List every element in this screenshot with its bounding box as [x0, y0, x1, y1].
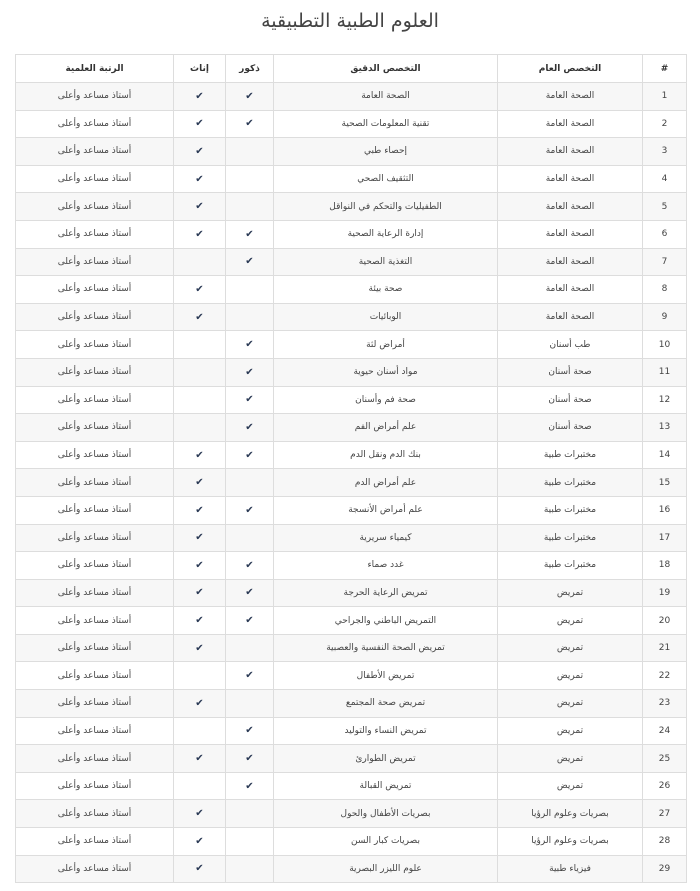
academic-rank-cell: أستاذ مساعد وأعلى — [16, 110, 174, 138]
female-cell — [174, 193, 226, 221]
general-specialty-cell: تمريض — [498, 634, 643, 662]
academic-rank-cell: أستاذ مساعد وأعلى — [16, 607, 174, 635]
table-row — [16, 662, 687, 690]
male-cell — [226, 248, 274, 276]
table-row — [16, 193, 687, 221]
table-row — [16, 386, 687, 414]
female-cell — [174, 303, 226, 331]
specific-specialty-cell: بصريات كبار السن — [274, 828, 498, 856]
male-cell — [226, 83, 274, 111]
row-num: 11 — [643, 358, 687, 386]
female-cell — [174, 745, 226, 773]
table-row — [16, 579, 687, 607]
check-icon: ✔ — [195, 835, 204, 847]
academic-rank-cell: أستاذ مساعد وأعلى — [16, 303, 174, 331]
check-icon: ✔ — [195, 863, 204, 875]
check-icon: ✔ — [245, 90, 254, 102]
female-cell — [174, 276, 226, 304]
general-specialty-cell: تمريض — [498, 772, 643, 800]
specific-specialty-cell: علم أمراض الدم — [274, 469, 498, 497]
table-body — [16, 83, 687, 883]
general-specialty-cell: مختبرات طبية — [498, 524, 643, 552]
female-cell — [174, 607, 226, 635]
header-female: إناث — [174, 55, 226, 83]
specific-specialty-cell: الطفيليات والتحكم في النواقل — [274, 193, 498, 221]
academic-rank-cell: أستاذ مساعد وأعلى — [16, 496, 174, 524]
row-num: 17 — [643, 524, 687, 552]
specific-specialty-cell: إحصاء طبي — [274, 138, 498, 166]
specialties-table — [15, 54, 687, 883]
general-specialty-cell: الصحة العامة — [498, 165, 643, 193]
academic-rank-cell: أستاذ مساعد وأعلى — [16, 358, 174, 386]
table-row — [16, 496, 687, 524]
row-num: 4 — [643, 165, 687, 193]
row-num: 9 — [643, 303, 687, 331]
check-icon: ✔ — [195, 504, 204, 516]
check-icon: ✔ — [245, 615, 254, 627]
general-specialty-cell: الصحة العامة — [498, 83, 643, 111]
check-icon: ✔ — [245, 118, 254, 130]
row-num: 26 — [643, 772, 687, 800]
academic-rank-cell: أستاذ مساعد وأعلى — [16, 138, 174, 166]
table-row — [16, 634, 687, 662]
general-specialty-cell: مختبرات طبية — [498, 552, 643, 580]
academic-rank-cell: أستاذ مساعد وأعلى — [16, 524, 174, 552]
specific-specialty-cell: تقنية المعلومات الصحية — [274, 110, 498, 138]
female-cell — [174, 552, 226, 580]
row-num: 2 — [643, 110, 687, 138]
check-icon: ✔ — [245, 394, 254, 406]
check-icon: ✔ — [195, 532, 204, 544]
specific-specialty-cell: أمراض لثة — [274, 331, 498, 359]
academic-rank-cell: أستاذ مساعد وأعلى — [16, 579, 174, 607]
specific-specialty-cell: صحة فم وأسنان — [274, 386, 498, 414]
check-icon: ✔ — [245, 725, 254, 737]
table-row — [16, 83, 687, 111]
female-cell — [174, 800, 226, 828]
male-cell — [226, 634, 274, 662]
table-row — [16, 358, 687, 386]
specific-specialty-cell: كيمياء سريرية — [274, 524, 498, 552]
academic-rank-cell: أستاذ مساعد وأعلى — [16, 800, 174, 828]
academic-rank-cell: أستاذ مساعد وأعلى — [16, 165, 174, 193]
check-icon: ✔ — [195, 587, 204, 599]
check-icon: ✔ — [195, 753, 204, 765]
academic-rank-cell: أستاذ مساعد وأعلى — [16, 248, 174, 276]
academic-rank-cell: أستاذ مساعد وأعلى — [16, 220, 174, 248]
female-cell — [174, 165, 226, 193]
general-specialty-cell: بصريات وعلوم الرؤيا — [498, 800, 643, 828]
specific-specialty-cell: بنك الدم ونقل الدم — [274, 441, 498, 469]
female-cell — [174, 414, 226, 442]
academic-rank-cell: أستاذ مساعد وأعلى — [16, 414, 174, 442]
general-specialty-cell: مختبرات طبية — [498, 469, 643, 497]
general-specialty-cell: صحة أسنان — [498, 386, 643, 414]
female-cell — [174, 855, 226, 883]
male-cell — [226, 358, 274, 386]
table-row — [16, 524, 687, 552]
academic-rank-cell: أستاذ مساعد وأعلى — [16, 276, 174, 304]
male-cell — [226, 690, 274, 718]
female-cell — [174, 690, 226, 718]
page-title: العلوم الطبية التطبيقية — [261, 10, 439, 32]
specific-specialty-cell: إدارة الرعاية الصحية — [274, 220, 498, 248]
specific-specialty-cell: الوبائيات — [274, 303, 498, 331]
academic-rank-cell: أستاذ مساعد وأعلى — [16, 193, 174, 221]
check-icon: ✔ — [195, 615, 204, 627]
female-cell — [174, 524, 226, 552]
row-num: 3 — [643, 138, 687, 166]
specific-specialty-cell: بصريات الأطفال والحول — [274, 800, 498, 828]
table-header-row — [16, 55, 687, 83]
row-num: 24 — [643, 717, 687, 745]
row-num: 28 — [643, 828, 687, 856]
check-icon: ✔ — [245, 421, 254, 433]
check-icon: ✔ — [245, 366, 254, 378]
general-specialty-cell: تمريض — [498, 662, 643, 690]
general-specialty-cell: مختبرات طبية — [498, 496, 643, 524]
general-specialty-cell: تمريض — [498, 690, 643, 718]
general-specialty-cell: صحة أسنان — [498, 358, 643, 386]
female-cell — [174, 331, 226, 359]
check-icon: ✔ — [195, 283, 204, 295]
check-icon: ✔ — [195, 808, 204, 820]
general-specialty-cell: الصحة العامة — [498, 193, 643, 221]
header-male: ذكور — [226, 55, 274, 83]
table-row — [16, 303, 687, 331]
academic-rank-cell: أستاذ مساعد وأعلى — [16, 745, 174, 773]
general-specialty-cell: طب أسنان — [498, 331, 643, 359]
table-row — [16, 441, 687, 469]
table-row — [16, 690, 687, 718]
table-row — [16, 331, 687, 359]
male-cell — [226, 220, 274, 248]
check-icon: ✔ — [245, 587, 254, 599]
male-cell — [226, 276, 274, 304]
academic-rank-cell: أستاذ مساعد وأعلى — [16, 634, 174, 662]
male-cell — [226, 138, 274, 166]
female-cell — [174, 496, 226, 524]
row-num: 5 — [643, 193, 687, 221]
table-row — [16, 855, 687, 883]
general-specialty-cell: تمريض — [498, 579, 643, 607]
check-icon: ✔ — [245, 504, 254, 516]
table-row — [16, 717, 687, 745]
specific-specialty-cell: صحة بيئة — [274, 276, 498, 304]
table-row — [16, 745, 687, 773]
table-row — [16, 828, 687, 856]
female-cell — [174, 386, 226, 414]
row-num: 23 — [643, 690, 687, 718]
general-specialty-cell: تمريض — [498, 607, 643, 635]
general-specialty-cell: الصحة العامة — [498, 220, 643, 248]
row-num: 7 — [643, 248, 687, 276]
row-num: 15 — [643, 469, 687, 497]
row-num: 6 — [643, 220, 687, 248]
female-cell — [174, 138, 226, 166]
male-cell — [226, 524, 274, 552]
row-num: 14 — [643, 441, 687, 469]
check-icon: ✔ — [245, 753, 254, 765]
male-cell — [226, 496, 274, 524]
table-row — [16, 165, 687, 193]
specific-specialty-cell: تمريض الرعاية الحرجة — [274, 579, 498, 607]
specific-specialty-cell: غدد صماء — [274, 552, 498, 580]
row-num: 8 — [643, 276, 687, 304]
academic-rank-cell: أستاذ مساعد وأعلى — [16, 772, 174, 800]
male-cell — [226, 579, 274, 607]
male-cell — [226, 331, 274, 359]
male-cell — [226, 855, 274, 883]
check-icon: ✔ — [195, 642, 204, 654]
general-specialty-cell: الصحة العامة — [498, 303, 643, 331]
check-icon: ✔ — [195, 201, 204, 213]
row-num: 21 — [643, 634, 687, 662]
check-icon: ✔ — [195, 90, 204, 102]
row-num: 1 — [643, 83, 687, 111]
row-num: 27 — [643, 800, 687, 828]
female-cell — [174, 662, 226, 690]
female-cell — [174, 248, 226, 276]
table-row — [16, 110, 687, 138]
table-row — [16, 276, 687, 304]
check-icon: ✔ — [245, 559, 254, 571]
specific-specialty-cell: التغذية الصحية — [274, 248, 498, 276]
female-cell — [174, 441, 226, 469]
row-num: 13 — [643, 414, 687, 442]
row-num: 12 — [643, 386, 687, 414]
male-cell — [226, 607, 274, 635]
row-num: 20 — [643, 607, 687, 635]
header-num: # — [643, 55, 687, 83]
academic-rank-cell: أستاذ مساعد وأعلى — [16, 828, 174, 856]
check-icon: ✔ — [195, 449, 204, 461]
specific-specialty-cell: تمريض النساء والتوليد — [274, 717, 498, 745]
table-row — [16, 607, 687, 635]
male-cell — [226, 662, 274, 690]
specific-specialty-cell: الصحة العامة — [274, 83, 498, 111]
general-specialty-cell: الصحة العامة — [498, 138, 643, 166]
table-row — [16, 800, 687, 828]
specific-specialty-cell: تمريض الصحة النفسية والعصبية — [274, 634, 498, 662]
check-icon: ✔ — [245, 670, 254, 682]
academic-rank-cell: أستاذ مساعد وأعلى — [16, 83, 174, 111]
check-icon: ✔ — [245, 780, 254, 792]
header-academic-rank: الرتبة العلمية — [16, 55, 174, 83]
specific-specialty-cell: تمريض صحة المجتمع — [274, 690, 498, 718]
row-num: 19 — [643, 579, 687, 607]
academic-rank-cell: أستاذ مساعد وأعلى — [16, 717, 174, 745]
female-cell — [174, 772, 226, 800]
male-cell — [226, 469, 274, 497]
academic-rank-cell: أستاذ مساعد وأعلى — [16, 552, 174, 580]
female-cell — [174, 110, 226, 138]
specific-specialty-cell: تمريض الأطفال — [274, 662, 498, 690]
male-cell — [226, 828, 274, 856]
academic-rank-cell: أستاذ مساعد وأعلى — [16, 386, 174, 414]
check-icon: ✔ — [195, 559, 204, 571]
check-icon: ✔ — [245, 339, 254, 351]
general-specialty-cell: تمريض — [498, 717, 643, 745]
general-specialty-cell: الصحة العامة — [498, 248, 643, 276]
academic-rank-cell: أستاذ مساعد وأعلى — [16, 855, 174, 883]
male-cell — [226, 414, 274, 442]
general-specialty-cell: بصريات وعلوم الرؤيا — [498, 828, 643, 856]
table-row — [16, 220, 687, 248]
specific-specialty-cell: تمريض القبالة — [274, 772, 498, 800]
specific-specialty-cell: علوم الليزر البصرية — [274, 855, 498, 883]
male-cell — [226, 745, 274, 773]
check-icon: ✔ — [195, 228, 204, 240]
female-cell — [174, 634, 226, 662]
general-specialty-cell: الصحة العامة — [498, 276, 643, 304]
female-cell — [174, 579, 226, 607]
academic-rank-cell: أستاذ مساعد وأعلى — [16, 331, 174, 359]
male-cell — [226, 441, 274, 469]
general-specialty-cell: صحة أسنان — [498, 414, 643, 442]
academic-rank-cell: أستاذ مساعد وأعلى — [16, 469, 174, 497]
row-num: 22 — [643, 662, 687, 690]
female-cell — [174, 828, 226, 856]
header-specific-specialty: التخصص الدقيق — [274, 55, 498, 83]
academic-rank-cell: أستاذ مساعد وأعلى — [16, 690, 174, 718]
check-icon: ✔ — [195, 697, 204, 709]
male-cell — [226, 800, 274, 828]
header-general-specialty: التخصص العام — [498, 55, 643, 83]
check-icon: ✔ — [195, 477, 204, 489]
table-row — [16, 248, 687, 276]
row-num: 25 — [643, 745, 687, 773]
row-num: 10 — [643, 331, 687, 359]
specific-specialty-cell: علم أمراض الأنسجة — [274, 496, 498, 524]
row-num: 16 — [643, 496, 687, 524]
table-row — [16, 469, 687, 497]
table-row — [16, 552, 687, 580]
check-icon: ✔ — [195, 118, 204, 130]
general-specialty-cell: الصحة العامة — [498, 110, 643, 138]
table-row — [16, 414, 687, 442]
specific-specialty-cell: علم أمراض الفم — [274, 414, 498, 442]
row-num: 29 — [643, 855, 687, 883]
male-cell — [226, 717, 274, 745]
male-cell — [226, 193, 274, 221]
specific-specialty-cell: التثقيف الصحي — [274, 165, 498, 193]
female-cell — [174, 358, 226, 386]
male-cell — [226, 110, 274, 138]
male-cell — [226, 165, 274, 193]
specific-specialty-cell: مواد أسنان حيوية — [274, 358, 498, 386]
male-cell — [226, 552, 274, 580]
general-specialty-cell: تمريض — [498, 745, 643, 773]
check-icon: ✔ — [245, 256, 254, 268]
table-row — [16, 772, 687, 800]
row-num: 18 — [643, 552, 687, 580]
female-cell — [174, 717, 226, 745]
male-cell — [226, 386, 274, 414]
table-row — [16, 138, 687, 166]
check-icon: ✔ — [195, 173, 204, 185]
specific-specialty-cell: تمريض الطوارئ — [274, 745, 498, 773]
general-specialty-cell: فيزياء طبية — [498, 855, 643, 883]
female-cell — [174, 83, 226, 111]
female-cell — [174, 220, 226, 248]
check-icon: ✔ — [245, 449, 254, 461]
check-icon: ✔ — [245, 228, 254, 240]
academic-rank-cell: أستاذ مساعد وأعلى — [16, 441, 174, 469]
academic-rank-cell: أستاذ مساعد وأعلى — [16, 662, 174, 690]
check-icon: ✔ — [195, 311, 204, 323]
check-icon: ✔ — [195, 145, 204, 157]
female-cell — [174, 469, 226, 497]
specific-specialty-cell: التمريض الباطني والجراحي — [274, 607, 498, 635]
general-specialty-cell: مختبرات طبية — [498, 441, 643, 469]
male-cell — [226, 772, 274, 800]
male-cell — [226, 303, 274, 331]
